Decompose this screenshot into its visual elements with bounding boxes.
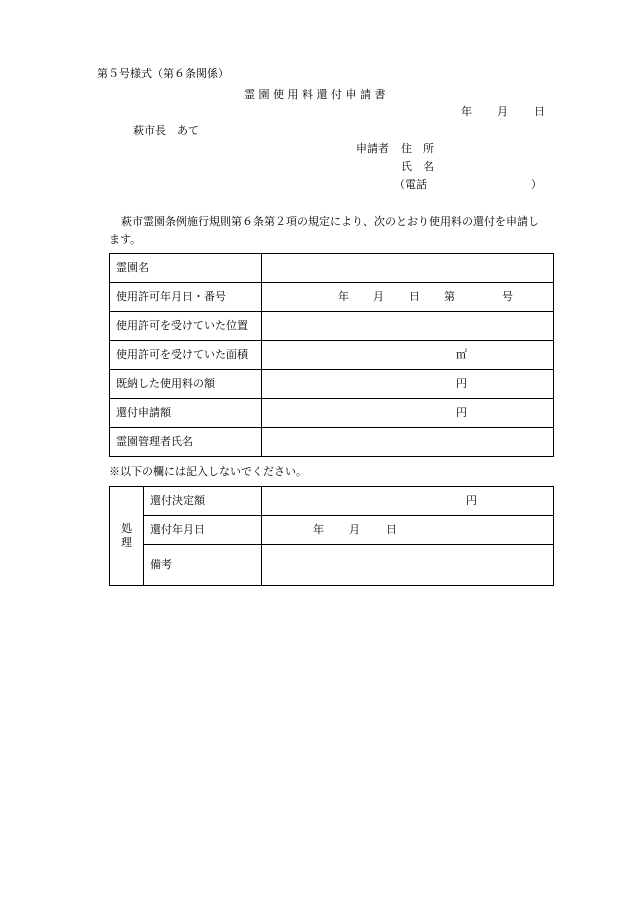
table-row bbox=[110, 254, 554, 283]
row-label-refund-decision: 還付決定額 bbox=[144, 487, 262, 516]
table-row bbox=[110, 370, 554, 399]
table-row bbox=[110, 341, 554, 370]
processing-label-char2: 理 bbox=[121, 536, 132, 549]
applicant-phone-close: ） bbox=[531, 178, 542, 191]
permit-number-prefix: 第 bbox=[444, 290, 455, 303]
table-row bbox=[110, 487, 554, 516]
form-title: 霊 園 使 用 料 還 付 申 請 書 bbox=[244, 88, 386, 101]
table-row bbox=[110, 312, 554, 341]
refund-amount-field[interactable] bbox=[262, 399, 554, 428]
table-row bbox=[110, 399, 554, 428]
remarks-field bbox=[262, 545, 554, 586]
row-label-permit-date-number: 使用許可年月日・番号 bbox=[110, 283, 262, 312]
refund-month-label: 月 bbox=[349, 523, 360, 536]
row-label-paid-fee: 既納した使用料の額 bbox=[110, 370, 262, 399]
table-row bbox=[110, 516, 554, 545]
body-text-line1: 萩市霊園条例施行規則第６条第２項の規定により、次のとおり使用料の還付を申請し bbox=[121, 215, 539, 228]
row-label-manager-name: 霊園管理者氏名 bbox=[110, 428, 262, 457]
refund-decision-field bbox=[262, 487, 554, 516]
permit-date-number-field[interactable] bbox=[262, 283, 554, 312]
applicant-label: 申請者 bbox=[356, 142, 389, 155]
refund-date-field bbox=[262, 516, 554, 545]
processing-side-label bbox=[110, 487, 144, 586]
date-month-label: 月 bbox=[497, 105, 508, 118]
position-field[interactable] bbox=[262, 312, 554, 341]
applicant-name-label: 氏 名 bbox=[401, 160, 434, 173]
permit-day-label: 日 bbox=[409, 290, 420, 303]
row-label-remarks: 備考 bbox=[144, 545, 262, 586]
paid-fee-unit: 円 bbox=[456, 377, 467, 390]
permit-year-label: 年 bbox=[338, 290, 349, 303]
applicant-address-label: 住 所 bbox=[401, 142, 434, 155]
applicant-phone-open: （電話 bbox=[394, 178, 427, 191]
refund-amount-unit: 円 bbox=[456, 406, 467, 419]
area-field[interactable] bbox=[262, 341, 554, 370]
table-row bbox=[110, 545, 554, 586]
date-year-label: 年 bbox=[461, 105, 472, 118]
row-label-cemetery-name: 霊園名 bbox=[110, 254, 262, 283]
row-label-position: 使用許可を受けていた位置 bbox=[110, 312, 262, 341]
body-text-line2: ます。 bbox=[109, 233, 142, 246]
main-table bbox=[109, 253, 554, 457]
row-label-refund-date: 還付年月日 bbox=[144, 516, 262, 545]
table-row bbox=[110, 428, 554, 457]
refund-day-label: 日 bbox=[386, 523, 397, 536]
form-number: 第５号様式（第６条関係） bbox=[97, 67, 229, 80]
addressee: 萩市長 あて bbox=[133, 124, 199, 137]
row-label-refund-amount: 還付申請額 bbox=[110, 399, 262, 428]
office-use-table bbox=[109, 486, 554, 586]
cemetery-name-field[interactable] bbox=[262, 254, 554, 283]
paid-fee-field[interactable] bbox=[262, 370, 554, 399]
manager-name-field[interactable] bbox=[262, 428, 554, 457]
refund-decision-unit: 円 bbox=[466, 494, 477, 507]
permit-number-suffix: 号 bbox=[502, 290, 513, 303]
date-day-label: 日 bbox=[534, 105, 545, 118]
office-use-note: ※以下の欄には記入しないでください。 bbox=[109, 465, 307, 478]
area-unit: ㎡ bbox=[456, 348, 467, 361]
table-row bbox=[110, 283, 554, 312]
processing-label-char1: 処 bbox=[121, 522, 132, 535]
row-label-area: 使用許可を受けていた面積 bbox=[110, 341, 262, 370]
permit-month-label: 月 bbox=[373, 290, 384, 303]
refund-year-label: 年 bbox=[313, 523, 324, 536]
